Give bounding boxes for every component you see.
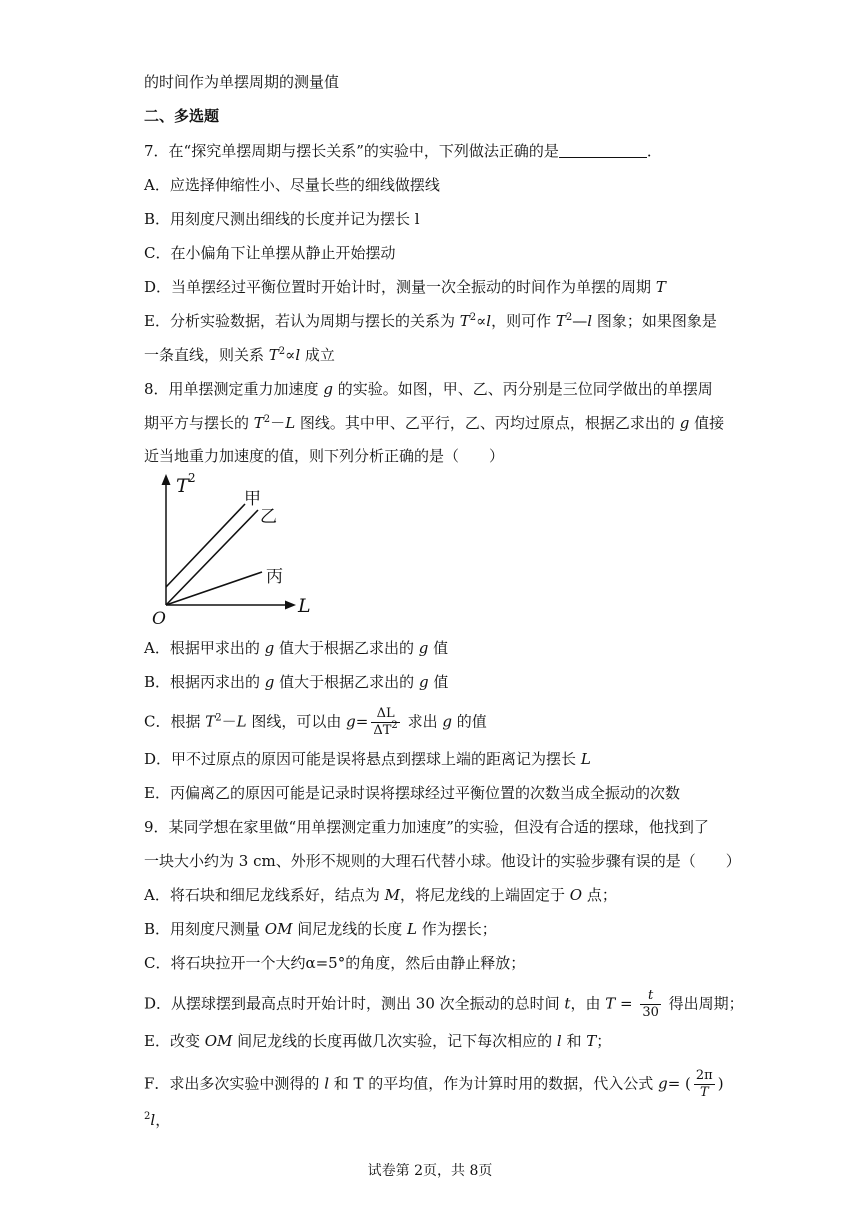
t-over-30-fraction: $\frac{t}{30}$: [642, 988, 659, 1020]
answer-blank: [559, 143, 647, 158]
q8-stem-1: 8．用单摆测定重力加速度 g 的实验。如图，甲、乙、丙分别是三位同学做出的单摆周: [144, 380, 713, 398]
y-axis-label: T: [176, 475, 189, 497]
x-axis-label: L: [298, 595, 311, 617]
delta-fraction: $\frac{\Delta L}{\Delta T^2}$: [373, 706, 398, 738]
y-axis-arrow: [162, 474, 171, 485]
q8-option-a: A．根据甲求出的 g 值大于根据乙求出的 g 值: [144, 639, 449, 657]
q9-stem-1: 9．某同学想在家里做“用单摆测定重力加速度”的实验，但没有合适的摆球，他找到了: [144, 818, 709, 836]
q7-option-a: A．应选择伸缩性小、尽量长些的细线做摆线: [144, 176, 440, 194]
q8-stem-3: 近当地重力加速度的值，则下列分析正确的是（ ）: [144, 447, 505, 465]
q7-option-d: D．当单摆经过平衡位置时开始计时，测量一次全振动的时间作为单摆的周期 T: [144, 278, 666, 296]
q8-option-e: E．丙偏离乙的原因可能是记录时误将摆球经过平衡位置的次数当成全振动的次数: [144, 784, 680, 802]
y-axis-label-sup: 2: [188, 471, 196, 485]
q9-option-e: E．改变 OM 间尼龙线的长度再做几次实验，记下每次相应的 l 和 T；: [144, 1032, 612, 1050]
origin-label: O: [152, 609, 166, 628]
carry-over-text: 的时间作为单摆周期的测量值: [144, 73, 340, 91]
page-footer: 试卷第 2页，共 8页: [367, 1163, 493, 1179]
line-label-jia: 甲: [244, 489, 261, 509]
q7-option-e-cont: 一条直线，则关系 $T^2\propto l$ 成立: [144, 346, 335, 364]
q9-option-a: A．将石块和细尼龙线系好，结点为 M，将尼龙线的上端固定于 O 点；: [144, 886, 617, 904]
q9-stem-2: 一块大小约为 3 cm、外形不规则的大理石代替小球。他设计的实验步骤有误的是（ ）: [144, 852, 741, 870]
q7-stem: 7．在“探究单摆周期与摆长关系”的实验中，下列做法正确的是 ．: [144, 142, 662, 160]
q9-option-f: F．求出多次实验中测得的 l 和 T 的平均值，作为计算时用的数据，代入公式 g= ( $\frac{2\pi}{T}$ ): [144, 1068, 724, 1100]
line-label-bing: 丙: [266, 567, 283, 587]
line-yi: [166, 510, 258, 605]
q9-option-b: B．用刻度尺测量 OM 间尼龙线的长度 L 作为摆长；: [144, 920, 497, 938]
line-jia: [166, 504, 245, 587]
x-axis-arrow: [285, 601, 296, 610]
q9-option-d: D．从摆球摆到最高点时开始计时，测出 30 次全振动的总时间 t，由 T = $\frac{t}{30}$ 得出周期；: [144, 988, 744, 1020]
section-title: 二、多选题: [144, 107, 220, 125]
line-label-yi: 乙: [260, 507, 277, 527]
line-bing: [166, 572, 262, 605]
q9-option-c: C．将石块拉开一个大约α=5°的角度，然后由静止释放；: [144, 954, 526, 972]
q8-option-d: D．甲不过原点的原因可能是误将悬点到摆球上端的距离记为摆长 L: [144, 750, 591, 768]
q8-option-c: C．根据 $T^2-L$ 图线，可以由 g= $\frac{\Delta L}{\Delta T^2}$ 求出 g 的值: [144, 706, 487, 738]
q8-stem-2: 期平方与摆长的 $T^2-L$ 图线。其中甲、乙平行，乙、丙均过原点，根据乙求出的 g 值接: [144, 414, 725, 432]
q7-option-c: C．在小偏角下让单摆从静止开始摆动: [144, 244, 396, 262]
t2-l-graph: [150, 470, 320, 628]
q7-option-b: B．用刻度尺测出细线的长度并记为摆长 l: [144, 210, 420, 228]
two-pi-over-t-fraction: $\frac{2\pi}{T}$: [695, 1068, 713, 1100]
q7-option-e: E．分析实验数据，若认为周期与摆长的关系为 $T^2\propto l$，则可作 $T^2—l$ 图象；如果图象是: [144, 312, 717, 330]
q8-option-b: B．根据丙求出的 g 值大于根据乙求出的 g 值: [144, 673, 449, 691]
q9-option-f-cont: $^2$l，: [144, 1111, 171, 1129]
